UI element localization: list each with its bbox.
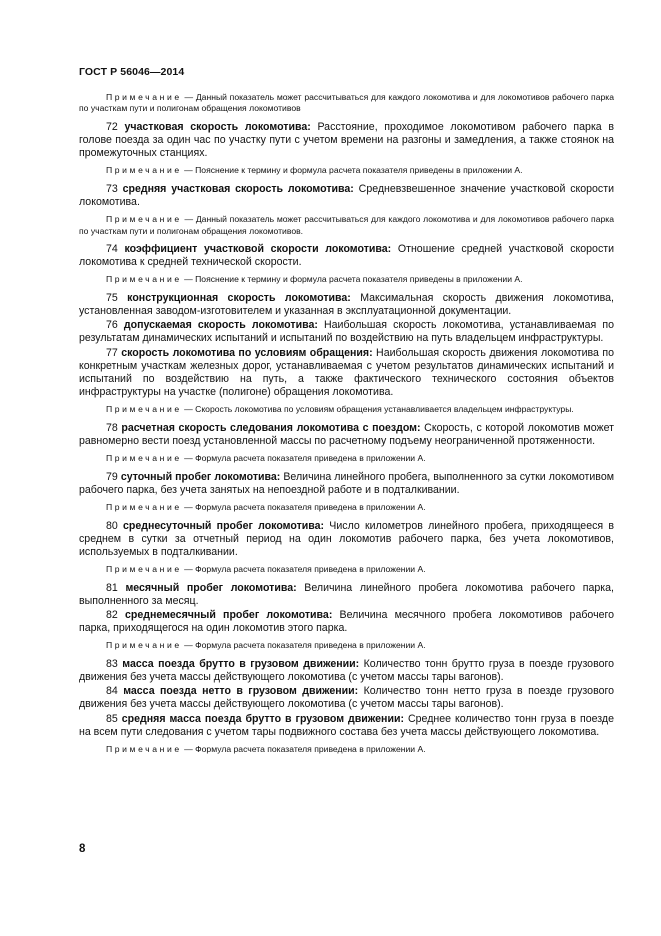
document-id-header: ГОСТ Р 56046—2014 <box>79 66 185 78</box>
note-paragraph <box>79 274 614 285</box>
note-label: Примечание <box>106 502 182 513</box>
page-number: 8 <box>79 843 86 855</box>
term-title: масса поезда брутто в грузовом движении: <box>122 657 360 670</box>
term-definition-text: Число километров линейного пробега, приходящееся в среднем в сутки за отчетный период на один локомотив рабочего парка, без учета локомотивов, используемых в подталкивании. <box>79 519 614 558</box>
term-number: 77 <box>106 346 122 359</box>
term-definition <box>79 658 614 684</box>
term-definition <box>79 713 614 739</box>
document-body <box>79 92 614 761</box>
term-title: коэффициент участковой скорости локомотива: <box>124 243 392 256</box>
term-number: 75 <box>106 291 128 304</box>
note-label: Примечание <box>106 214 182 225</box>
term-definition-text: Отношение средней участковой скорости локомотива к средней технической скорости. <box>79 243 615 269</box>
note-paragraph <box>79 744 614 755</box>
term-definition <box>79 347 614 400</box>
note-label: Примечание <box>106 274 182 285</box>
term-number: 85 <box>106 712 122 725</box>
term-number: 83 <box>106 657 123 670</box>
note-paragraph <box>79 640 614 651</box>
term-definition-text: Величина линейного пробега локомотива рабочего парка, выполненного за месяц. <box>79 581 614 607</box>
term-definition <box>79 319 614 345</box>
term-title: средняя масса поезда брутто в грузовом движении: <box>121 712 405 725</box>
term-title: участковая скорость локомотива: <box>124 120 311 133</box>
note-text: — Формула расчета показателя приведена в приложении А. <box>181 640 426 651</box>
term-definition <box>79 685 614 711</box>
note-text: — Пояснение к термину и формула расчета показателя приведены в приложении А. <box>181 165 523 176</box>
note-paragraph <box>79 564 614 575</box>
term-definition-text: Величина линейного пробега, выполненного за сутки локомотивом рабочего парка, без учета занятых на непоездной работе и в подталкивании. <box>79 470 614 496</box>
term-number: 79 <box>106 470 121 483</box>
term-number: 80 <box>106 519 124 532</box>
term-definition-text: Наибольшая скорость движения локомотива по конкретным участкам железных дорог, устанавливаемая с учетом результатов динамических испытаний и испытаний по воздействию на путь, а также фактического технического состояния объектов инфраструктуры на участке (полигоне) обращения локомотива. <box>79 346 614 399</box>
term-title: масса поезда нетто в грузовом движении: <box>123 685 359 698</box>
term-definition <box>79 520 614 560</box>
note-paragraph <box>79 92 614 115</box>
note-label: Примечание <box>106 92 182 102</box>
term-number: 74 <box>106 243 125 256</box>
term-number: 81 <box>106 581 126 594</box>
note-text: — Формула расчета показателя приведена в приложении А. <box>181 453 426 464</box>
term-definition-text: Скорость, с которой локомотив может равномерно вести поезд установленной массы по расчетному подъему неограниченной протяженности. <box>79 421 615 448</box>
term-title: допускаемая скорость локомотива: <box>123 319 318 332</box>
term-definition-text: Количество тонн брутто груза в поезде грузового движения без учета массы действующего локомотива (с учетом массы тары вагонов). <box>79 657 614 683</box>
term-number: 72 <box>106 120 125 133</box>
term-definition <box>79 422 614 448</box>
note-label: Примечание <box>106 564 182 575</box>
term-definition <box>79 471 614 497</box>
term-title: среднемесячный пробег локомотива: <box>124 608 333 621</box>
note-text: — Пояснение к термину и формула расчета показателя приведены в приложении А. <box>181 274 523 285</box>
term-definition <box>79 609 614 635</box>
note-label: Примечание <box>106 743 182 754</box>
term-number: 78 <box>106 421 122 434</box>
term-title: месячный пробег локомотива: <box>125 581 297 594</box>
term-definition-text: Расстояние, проходимое локомотивом рабочего парка в голове поезда за один час по участку пути с учетом времени на разгоны и замедления, а также стоянок на промежуточных станциях. <box>79 120 615 160</box>
note-paragraph <box>79 165 614 176</box>
note-paragraph <box>79 404 614 415</box>
term-number: 82 <box>106 608 125 621</box>
note-paragraph <box>79 502 614 513</box>
note-label: Примечание <box>106 453 182 464</box>
term-definition <box>79 292 614 318</box>
term-number: 76 <box>106 319 124 332</box>
term-title: суточный пробег локомотива: <box>120 470 281 483</box>
term-definition <box>79 121 614 161</box>
term-title: расчетная скорость следования локомотива с поездом: <box>121 421 421 434</box>
term-definition-text: Среднее количество тонн груза в поезде на всем пути следования с учетом тары подвижного состава без учета массы действующего локомотива. <box>79 712 614 738</box>
note-text: — Формула расчета показателя приведена в приложении А. <box>181 743 426 754</box>
note-text: — Данный показатель может рассчитываться для каждого локомотива и для локомотивов рабочего парка по участкам пути и полигонам обращения локомотивов. <box>79 214 614 236</box>
term-title: конструкционная скорость локомотива: <box>127 291 351 304</box>
term-definition <box>79 582 614 608</box>
note-text: — Формула расчета показателя приведена в приложении А. <box>181 564 426 575</box>
term-title: средняя участковая скорость локомотива: <box>122 182 354 195</box>
note-text: — Формула расчета показателя приведена в приложении А. <box>181 502 426 513</box>
note-paragraph <box>79 214 614 237</box>
term-definition-text: Величина месячного пробега локомотивов рабочего парка, приходящегося на один локомотив этого парка. <box>79 608 614 635</box>
note-label: Примечание <box>106 640 182 651</box>
term-definition <box>79 183 614 209</box>
note-paragraph <box>79 453 614 464</box>
note-text: — Скорость локомотива по условиям обращения устанавливается владельцем инфраструктуры. <box>181 404 574 415</box>
note-text: — Данный показатель может рассчитываться для каждого локомотива и для локомотивов рабочего парка по участкам пути и полигонам обращения локомотивов <box>79 92 614 114</box>
note-label: Примечание <box>106 404 182 415</box>
term-title: среднесуточный пробег локомотива: <box>123 519 325 532</box>
term-definition-text: Количество тонн нетто груза в поезде грузового движения без учета массы действующего локомотива (с учетом массы тары вагонов). <box>79 685 614 711</box>
term-definition-text: Наибольшая скорость локомотива, устанавливаемая по результатам динамических испытаний и испытаний по воздействию на путь владельцем инфраструктуры. <box>79 319 614 345</box>
term-number: 73 <box>106 182 123 195</box>
term-definition-text: Максимальная скорость движения локомотива, установленная заводом-изготовителем и указанная в эксплуатационной документации. <box>79 291 614 318</box>
term-title: скорость локомотива по условиям обращения: <box>121 346 373 359</box>
term-definition <box>79 243 614 269</box>
note-label: Примечание <box>106 165 182 176</box>
term-definition-text: Средневзвешенное значение участковой скорости локомотива. <box>79 182 614 209</box>
term-number: 84 <box>106 685 124 698</box>
